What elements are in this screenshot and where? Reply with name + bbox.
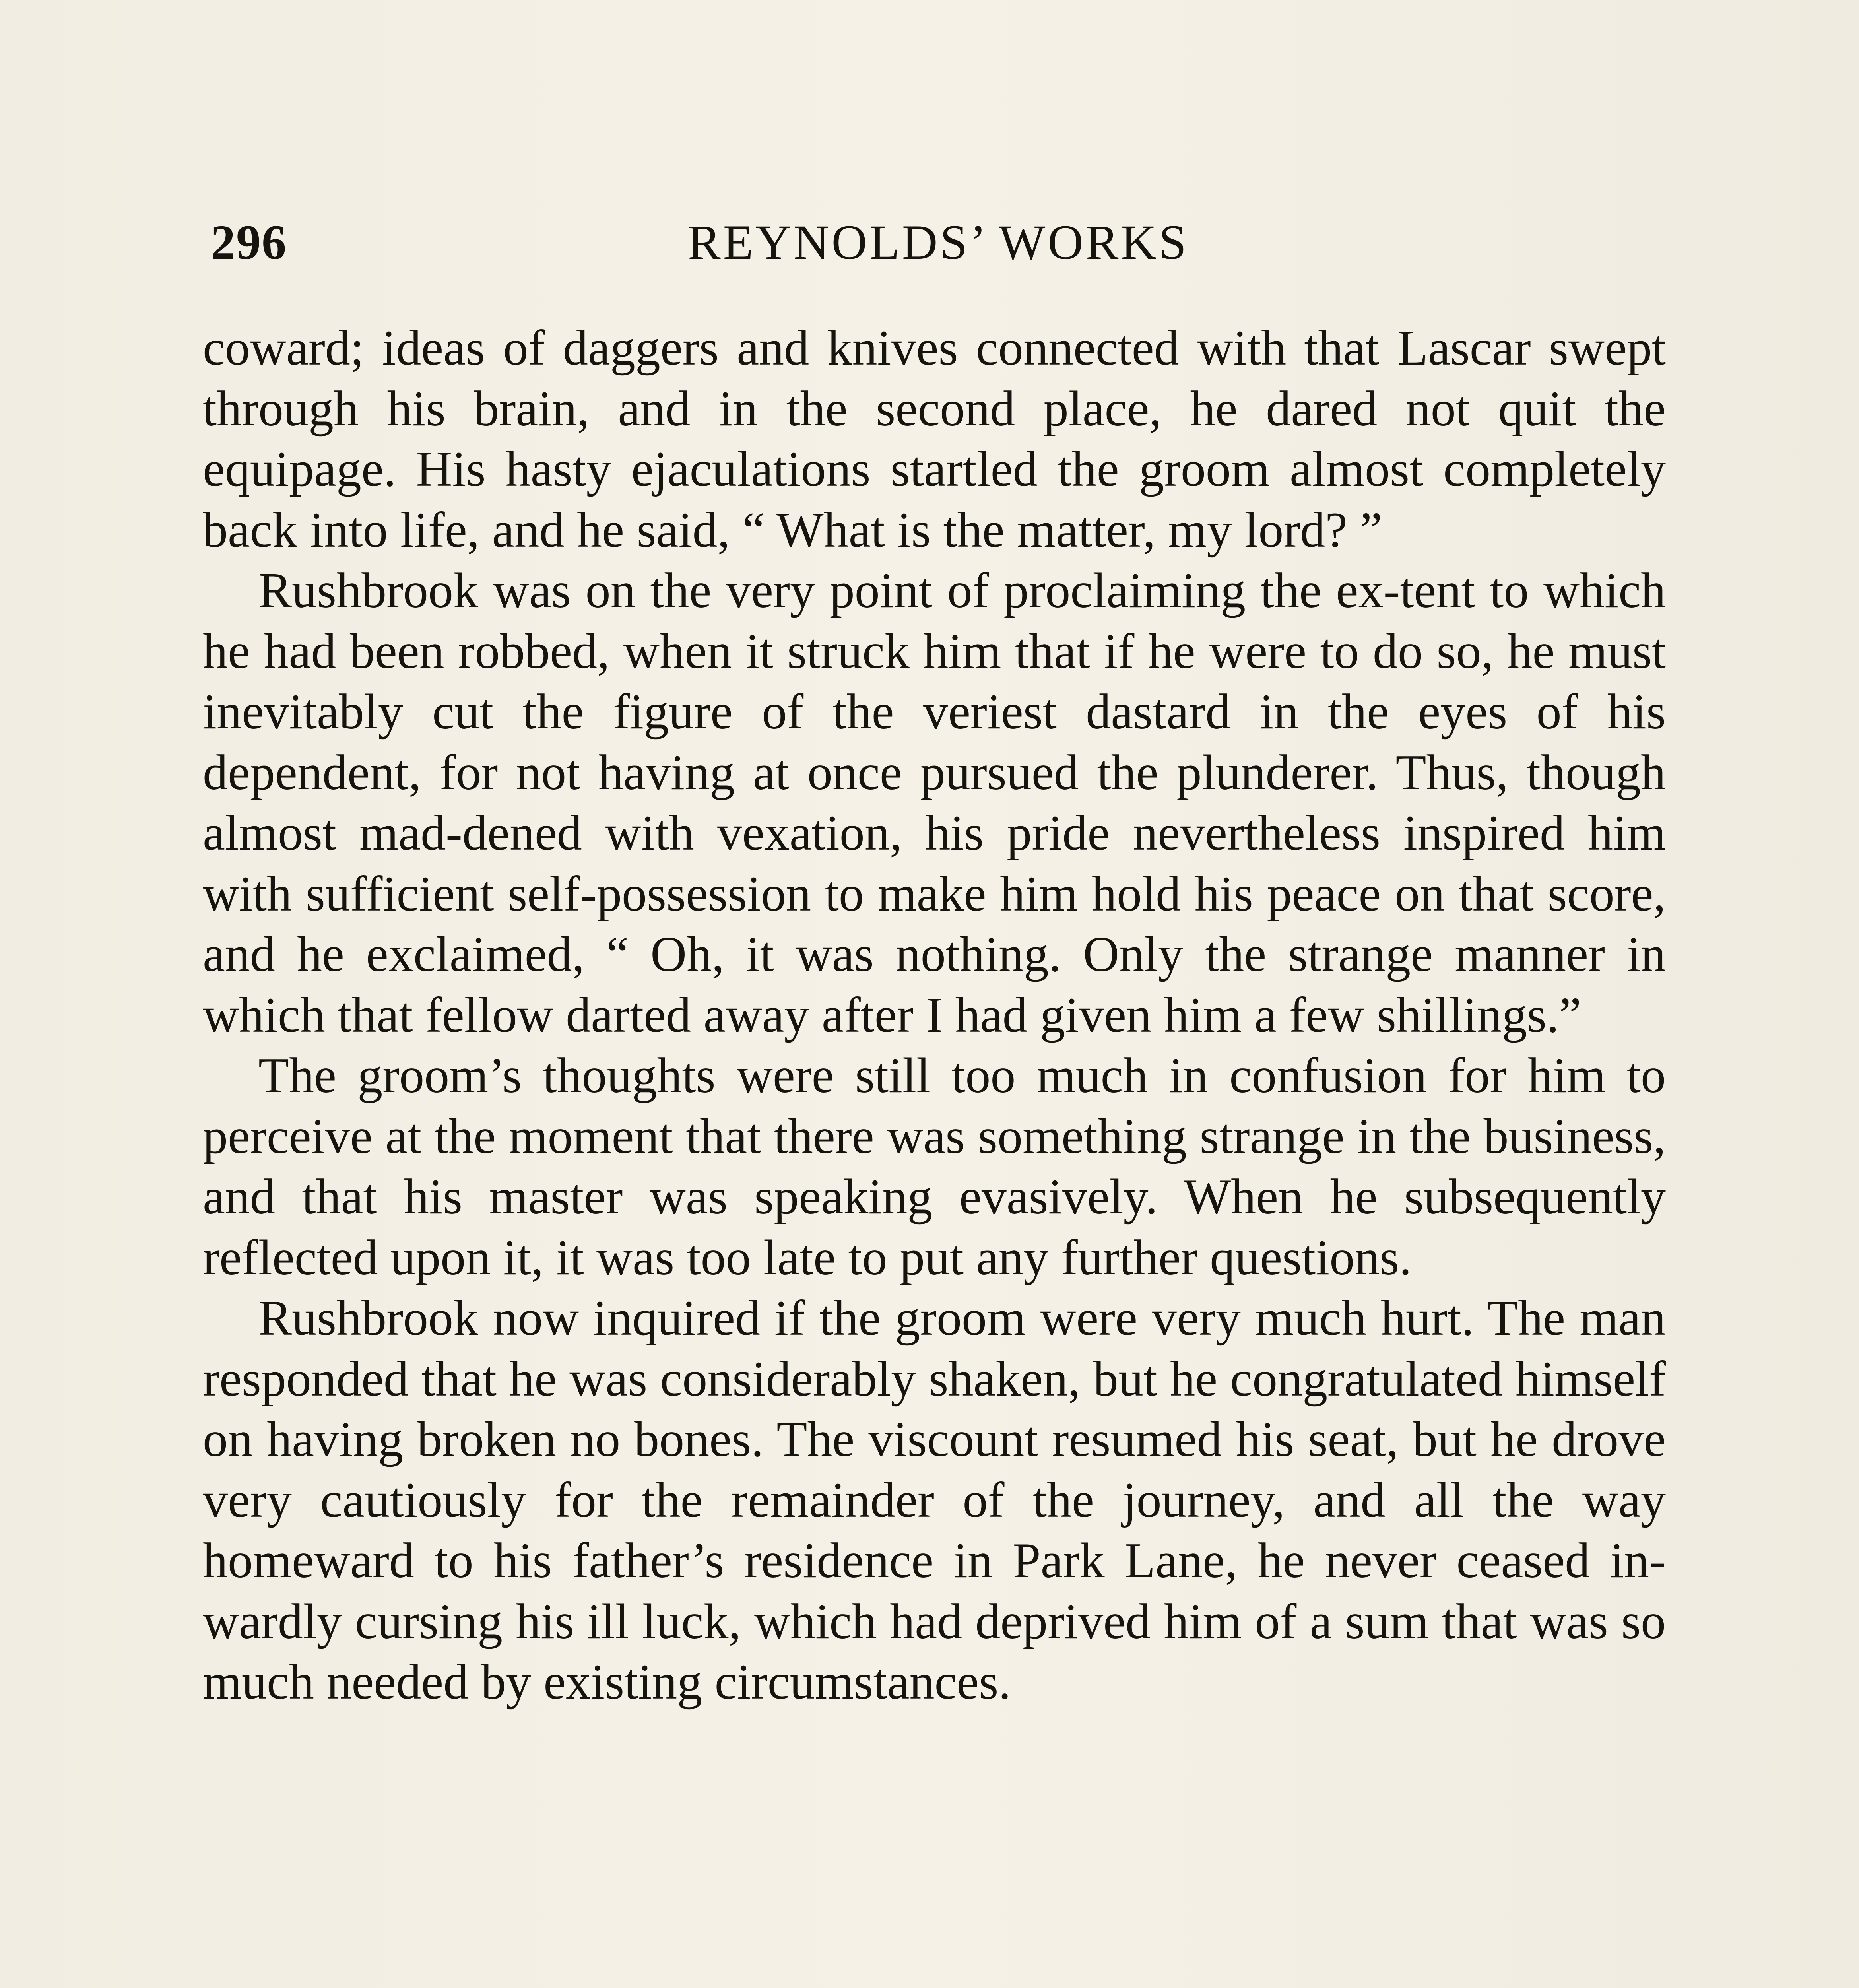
paragraph-groom-thoughts: The groom’s thoughts were still too much in confusion for him to perceive at the moment that there was something strange in the business, and that his master was speaking evasively. When he subsequently reflected upon it, it was too late to put any further questions. (203, 1048, 1666, 1285)
page-number: 296 (211, 215, 287, 270)
body-text (203, 318, 1666, 1713)
paragraph-continuation: coward; ideas of daggers and knives connected with that Lascar swept through his brain, and in the second place, he dared not quit the equipage. His hasty ejaculations startled the groom almost completely back into life, and he said, “ What is the matter, my lord? ” (203, 320, 1666, 558)
paragraph-journey-home: Rushbrook now inquired if the groom were very much hurt. The man responded that he was considerably shaken, but he congratulated himself on having broken no bones. The viscount resumed his seat, but he drove very cautiously for the remainder of the journey, and all the way homeward to his father’s residence in Park Lane, he never ceased in-wardly cursing his ill luck, which had deprived him of a sum that was so much needed by existing circumstances. (203, 1291, 1666, 1710)
running-title: REYNOLDS’ WORKS (687, 215, 1189, 270)
running-head (211, 211, 1666, 274)
paragraph-rushbrook-robbed: Rushbrook was on the very point of proclaiming the ex-tent to which he had been robbed, when it struck him that if he were to do so, he must inevitably cut the figure of the veriest dastard in the eyes of his dependent, for not having at once pursued the plunderer. Thus, though almost mad-dened with vexation, his pride nevertheless inspired him with sufficient self-possession to make him hold his peace on that score, and he exclaimed, “ Oh, it was nothing. Only the strange manner in which that fellow darted away after I had given him a few shillings.” (203, 563, 1666, 1043)
